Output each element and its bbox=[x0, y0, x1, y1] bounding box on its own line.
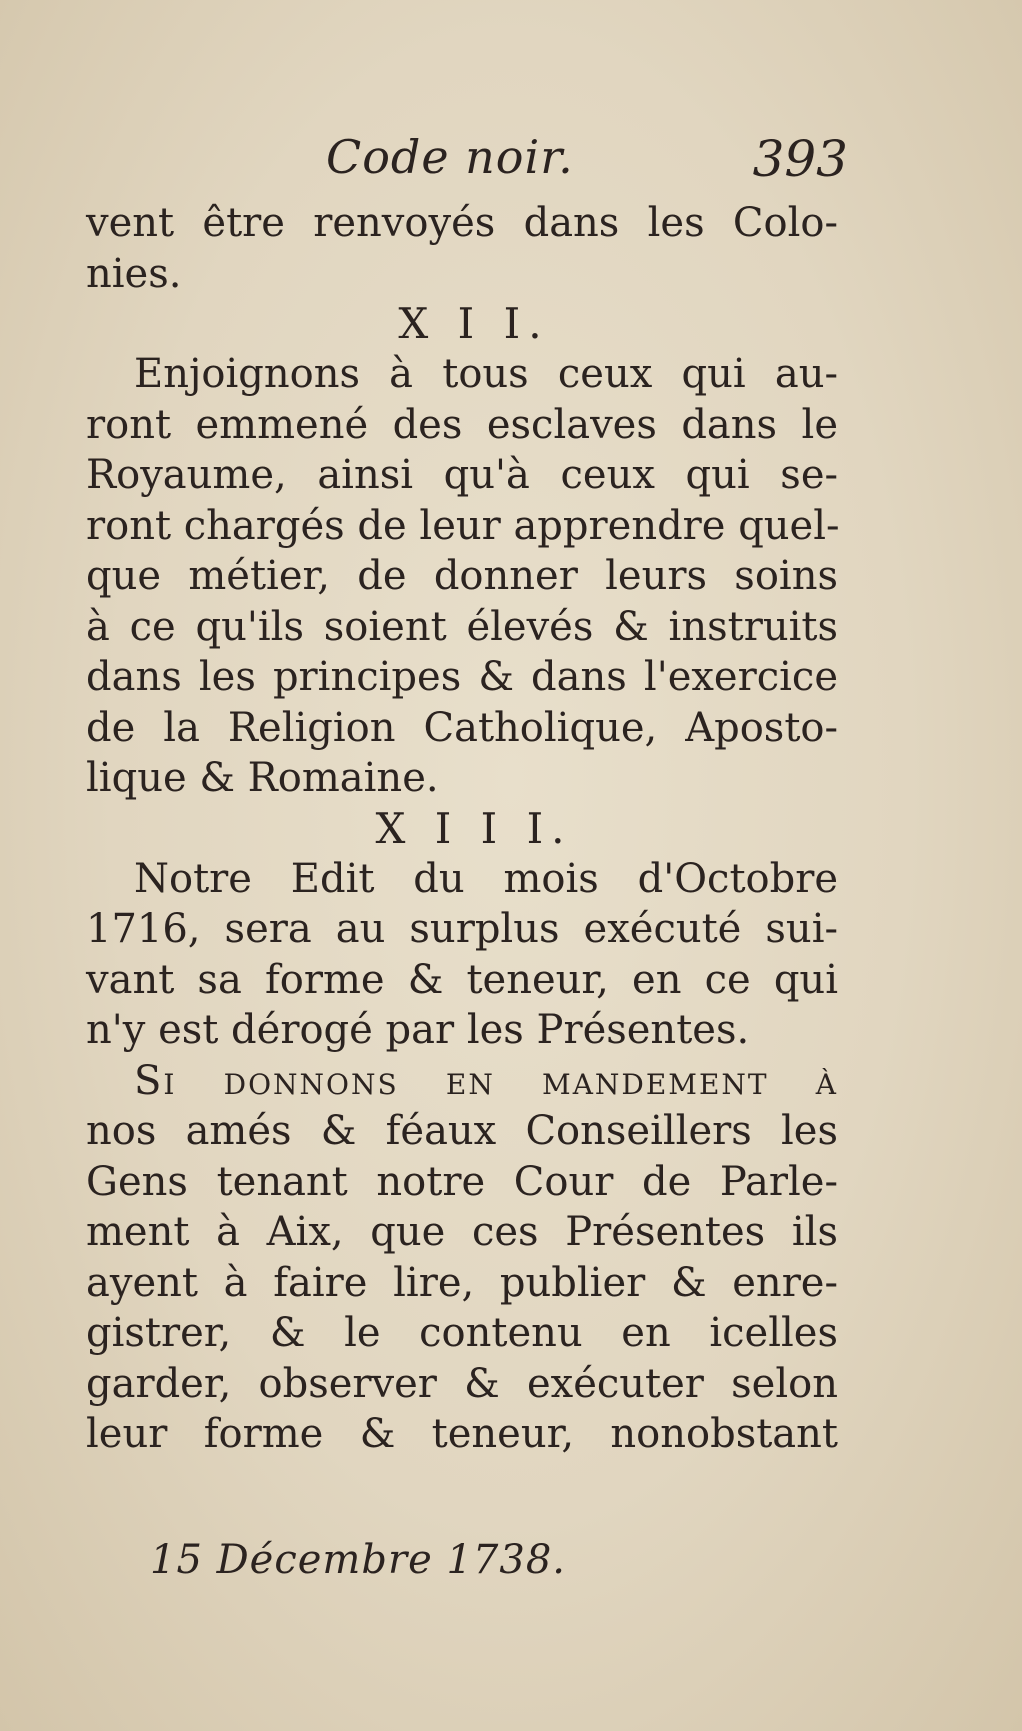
text-line: que métier, de donner leurs soins bbox=[86, 553, 838, 599]
text-line: Notre Edit du mois d'Octobre bbox=[134, 855, 838, 902]
text-line: vent être renvoyés dans les Colo- bbox=[86, 200, 838, 246]
text-line: dans les principes & dans l'exercice bbox=[86, 654, 838, 700]
text-line: garder, observer & exécuter selon bbox=[86, 1360, 838, 1407]
text-line: Gens tenant notre Cour de Parle- bbox=[86, 1158, 838, 1205]
text-line: gistrer, & le contenu en icelles bbox=[86, 1310, 838, 1356]
text-line: ront chargés de leur apprendre quel- bbox=[86, 502, 840, 549]
article-heading: X I I. bbox=[398, 299, 550, 348]
text-line: nies. bbox=[86, 250, 182, 297]
text-line: ront emmené des esclaves dans le bbox=[86, 401, 838, 448]
text-line: nos amés & féaux Conseillers les bbox=[86, 1108, 838, 1154]
running-title: Code noir. bbox=[326, 130, 574, 184]
text-line: ayent à faire lire, publier & enre- bbox=[86, 1259, 838, 1306]
dateline: 15 Décembre 1738. bbox=[150, 1537, 566, 1583]
text-line: Enjoignons à tous ceux qui au- bbox=[134, 351, 838, 397]
text-line: de la Religion Catholique, Aposto- bbox=[86, 704, 838, 751]
text-line: leur forme & teneur, nonobstant bbox=[86, 1411, 838, 1457]
text-line: ment à Aix, que ces Présentes ils bbox=[86, 1209, 838, 1255]
text-line: Royaume, ainsi qu'à ceux qui se- bbox=[86, 452, 838, 498]
text-line: vant sa forme & teneur, en ce qui bbox=[86, 956, 838, 1003]
text-line: n'y est dérogé par les Présentes. bbox=[86, 1007, 750, 1053]
text-line: 1716, sera au surplus exécuté sui- bbox=[86, 906, 838, 952]
page-number: 393 bbox=[752, 130, 848, 188]
text-line: Si donnons en mandement à bbox=[134, 1057, 838, 1104]
page-header bbox=[88, 130, 848, 200]
text-line: lique & Romaine. bbox=[86, 755, 439, 801]
body-text bbox=[86, 198, 838, 1460]
text-line: à ce qu'ils soient élevés & instruits bbox=[86, 603, 838, 650]
article-heading: X I I I. bbox=[375, 803, 573, 853]
